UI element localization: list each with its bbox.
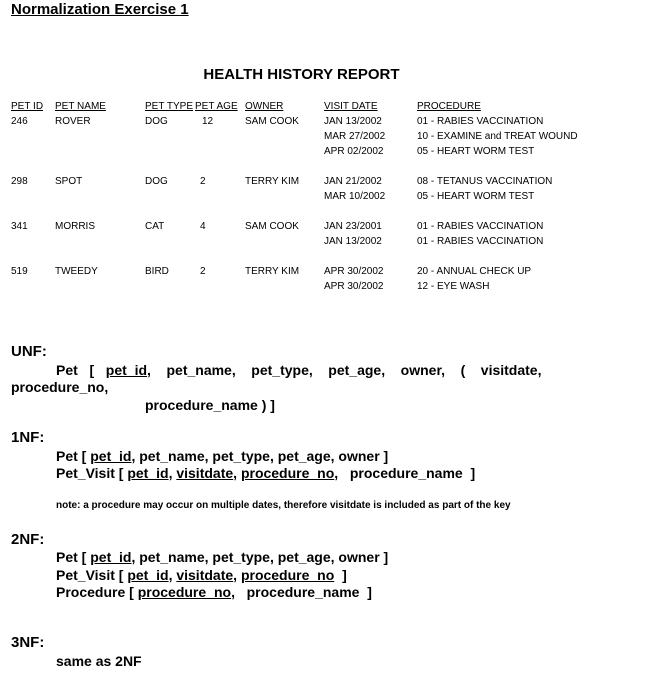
visit-date-cell: JAN 13/2002 <box>324 116 382 127</box>
visit-date-cell: APR 30/2002 <box>324 266 384 277</box>
nf2-procedure-relation <box>56 583 372 601</box>
pet-name-cell: SPOT <box>55 176 83 187</box>
relation-prefix: Pet [ <box>56 549 91 565</box>
primary-key: procedure_no <box>137 584 232 600</box>
column-header-pet-id: PET ID <box>11 101 44 112</box>
procedure-cell: 01 - RABIES VACCINATION <box>417 116 544 127</box>
primary-key: procedure_no <box>240 465 335 481</box>
owner-cell: SAM COOK <box>245 116 299 127</box>
pet-id-cell: 246 <box>11 116 28 127</box>
relation-attributes: , pet_name, pet_type, pet_age, owner ] <box>131 549 389 565</box>
owner-cell: TERRY KIM <box>245 176 300 187</box>
procedure-cell: 01 - RABIES VACCINATION <box>417 221 544 232</box>
nf1-pet-relation <box>56 447 388 465</box>
unf-pet-attributes: , pet_name, pet_type, pet_age, owner, ( visitdate, <box>147 362 542 378</box>
procedure-cell: 10 - EXAMINE and TREAT WOUND <box>417 131 578 142</box>
pet-id-cell: 341 <box>11 221 28 232</box>
nf3-heading: 3NF: <box>11 634 45 651</box>
visit-date-cell: APR 02/2002 <box>324 146 384 157</box>
separator: , <box>233 465 241 481</box>
relation-attributes: , pet_name, pet_type, pet_age, owner ] <box>131 448 389 464</box>
column-header-procedure: PROCEDURE <box>417 101 481 112</box>
pet-age-cell: 12 <box>202 116 214 127</box>
pet-name-cell: MORRIS <box>55 221 95 232</box>
pet-type-cell: BIRD <box>145 266 169 277</box>
nf2-heading: 2NF: <box>11 531 45 548</box>
separator: , <box>233 567 241 583</box>
owner-cell: SAM COOK <box>245 221 299 232</box>
relation-prefix: Procedure [ <box>56 584 138 600</box>
pet-age-cell: 4 <box>200 221 206 232</box>
owner-cell: TERRY KIM <box>245 266 300 277</box>
column-header-pet-name: PET NAME <box>55 101 106 112</box>
visit-date-cell: JAN 21/2002 <box>324 176 382 187</box>
nf2-pet-relation <box>56 548 388 566</box>
unf-pet-key: pet_id <box>105 362 148 378</box>
pet-type-cell: DOG <box>145 176 168 187</box>
pet-id-cell: 519 <box>11 266 28 277</box>
unf-closing-line: procedure_name ) ] <box>145 397 275 413</box>
primary-key: procedure_no <box>240 567 335 583</box>
procedure-cell: 12 - EYE WASH <box>417 281 490 292</box>
report-title: HEALTH HISTORY REPORT <box>203 66 400 83</box>
nf2-pet-visit-relation <box>56 566 347 584</box>
pet-age-cell: 2 <box>200 266 206 277</box>
document-title: Normalization Exercise 1 <box>11 1 189 18</box>
pet-type-cell: DOG <box>145 116 168 127</box>
primary-key: visitdate <box>176 465 234 481</box>
relation-prefix: Pet [ <box>56 448 91 464</box>
procedure-cell: 08 - TETANUS VACCINATION <box>417 176 553 187</box>
primary-key: pet_id <box>127 465 169 481</box>
separator: , <box>168 465 177 481</box>
relation-attributes: ] <box>334 567 347 583</box>
relation-attributes: , procedure_name ] <box>334 465 476 481</box>
relation-prefix: Pet_Visit [ <box>56 567 128 583</box>
pet-type-cell: CAT <box>145 221 165 232</box>
visit-date-cell: JAN 23/2001 <box>324 221 382 232</box>
relation-attributes: , procedure_name ] <box>231 584 372 600</box>
nf1-heading: 1NF: <box>11 429 45 446</box>
unf-pet-line <box>56 361 541 379</box>
procedure-cell: 05 - HEART WORM TEST <box>417 191 535 202</box>
visit-date-cell: APR 30/2002 <box>324 281 384 292</box>
unf-pet-prefix: Pet [ <box>56 362 106 378</box>
column-header-pet-type: PET TYPE <box>145 101 193 112</box>
pet-name-cell: TWEEDY <box>55 266 98 277</box>
primary-key: pet_id <box>90 549 132 565</box>
pet-name-cell: ROVER <box>55 116 91 127</box>
procedure-cell: 20 - ANNUAL CHECK UP <box>417 266 532 277</box>
column-header-visit-date: VISIT DATE <box>324 101 378 112</box>
nf3-text: same as 2NF <box>56 653 142 669</box>
nf1-note: note: a procedure may occur on multiple dates, therefore visitdate is included as part of the key <box>56 500 511 511</box>
unf-heading: UNF: <box>11 343 47 360</box>
visit-date-cell: MAR 27/2002 <box>324 131 386 142</box>
visit-date-cell: JAN 13/2002 <box>324 236 382 247</box>
unf-continuation-line: procedure_no, <box>11 379 109 395</box>
nf1-pet-visit-relation <box>56 464 475 482</box>
primary-key: pet_id <box>90 448 132 464</box>
primary-key: pet_id <box>127 567 169 583</box>
relation-prefix: Pet_Visit [ <box>56 465 128 481</box>
primary-key: visitdate <box>176 567 234 583</box>
pet-age-cell: 2 <box>200 176 206 187</box>
pet-id-cell: 298 <box>11 176 28 187</box>
procedure-cell: 01 - RABIES VACCINATION <box>417 236 544 247</box>
column-header-owner: OWNER <box>245 101 284 112</box>
separator: , <box>168 567 177 583</box>
column-header-pet-age: PET AGE <box>195 101 238 112</box>
visit-date-cell: MAR 10/2002 <box>324 191 386 202</box>
procedure-cell: 05 - HEART WORM TEST <box>417 146 535 157</box>
